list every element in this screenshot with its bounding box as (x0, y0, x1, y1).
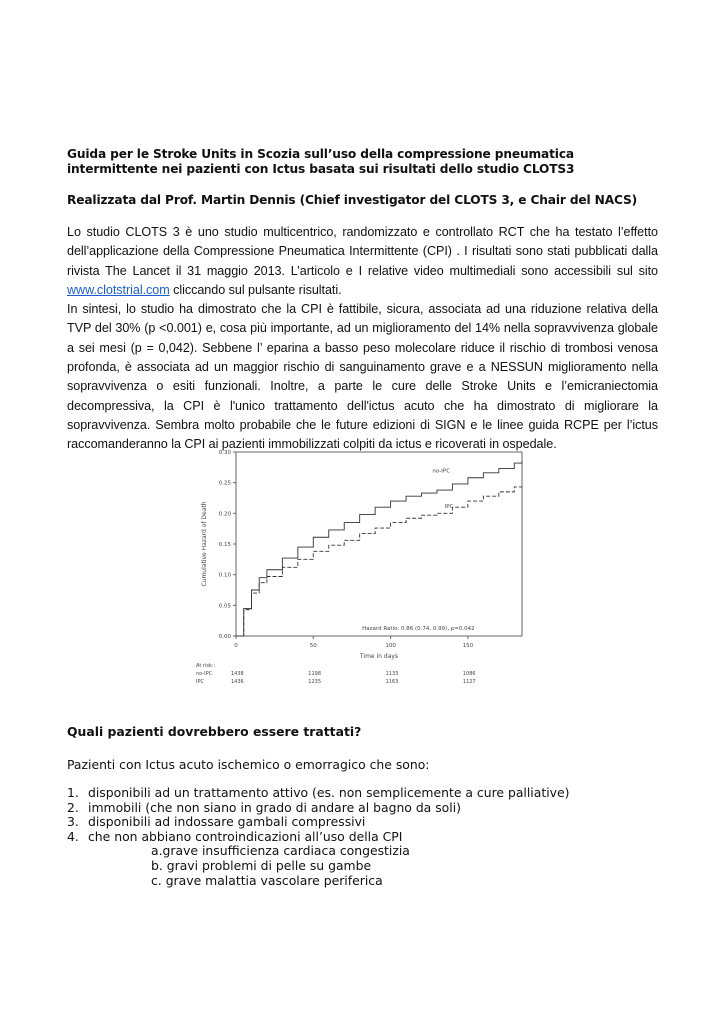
criteria-list (67, 786, 569, 888)
x-axis-label: Time in days (359, 653, 399, 660)
title-line-2: intermittente nei pazienti con Ictus basata sui risultati dello studio CLOTS3 (67, 162, 575, 176)
at-risk-value: 1133 (385, 671, 399, 677)
y-tick-label: 0.10 (218, 572, 231, 579)
criteria-item: 4. che non abbiano controindicazioni all’uso della CPI (67, 828, 403, 844)
section-heading: Quali pazienti dovrebbero essere trattati? (67, 724, 362, 739)
author-line: Realizzata dal Prof. Martin Dennis (Chief investigator del CLOTS 3, e Chair del NACS) (67, 193, 638, 207)
document-title (67, 147, 667, 177)
para1-text: Lo studio CLOTS 3 è uno studio multicentrico, randomizzato e controllato RCT che ha testato l’effetto dell’applicazione della Compressione Pneumatica Intermittente (CPI) . I risultati sono stati pubblicati dalla rivista The Lancet il 31 maggio 2013. L’articolo e I relative video multimediali sono accessibili sul sito (67, 225, 658, 278)
at-risk-value: 1086 (462, 671, 476, 677)
at-risk-group: no-IPC (196, 671, 213, 677)
chart-canvas (188, 442, 538, 692)
criteria-item: 3. disponibili ad indossare gambali compressivi (67, 814, 366, 830)
paragraph-1 (67, 223, 658, 300)
at-risk-value: 1198 (308, 671, 322, 677)
x-tick-label: 150 (462, 643, 474, 649)
at-risk-label: At risk:: (196, 663, 216, 669)
plot-frame (236, 452, 522, 636)
para1-tail: cliccando sul pulsante risultati. (169, 282, 342, 297)
y-tick-label: 0.30 (218, 450, 231, 456)
x-tick-label: 50 (309, 643, 317, 649)
series-label-no-ipc: no-IPC (432, 468, 451, 475)
contraindication-item: c. grave malattia vascolare periferica (151, 872, 383, 888)
criteria-item: 2. immobili (che non siano in grado di andare al bagno da soli) (67, 799, 461, 815)
x-tick-label: 0 (234, 643, 238, 649)
intro-text: Pazienti con Ictus acuto ischemico o emorragico che sono: (67, 757, 430, 772)
at-risk-value: 1163 (385, 679, 399, 685)
at-risk-value: 1127 (462, 679, 476, 685)
y-tick-label: 0.20 (218, 511, 231, 518)
hazard-ratio-annotation: Hazard Ratio: 0.86 (0.74, 0.99), p=0.042 (362, 625, 475, 632)
y-tick-label: 0.05 (218, 603, 231, 610)
series-label-ipc: IPC (444, 503, 454, 510)
y-axis-label: Cumulative Hazard of Death (201, 501, 208, 587)
criteria-item: 1. disponibili ad un trattamento attivo (es. non semplicemente a cure palliative) (67, 785, 570, 800)
at-risk-value: 1235 (308, 679, 322, 685)
contraindication-item: a.grave insufficienza cardiaca congestizia (151, 843, 410, 859)
at-risk-value: 1438 (231, 671, 244, 677)
body-text (67, 223, 658, 455)
series-no-ipc (236, 461, 522, 636)
x-tick-label: 100 (385, 643, 396, 649)
y-tick-label: 0.25 (218, 480, 231, 487)
clotstrial-link[interactable]: www.clotstrial.com (67, 282, 170, 297)
y-tick-label: 0.00 (218, 634, 231, 640)
contraindication-item: b. gravi problemi di pelle su gambe (151, 857, 372, 873)
y-tick-label: 0.15 (218, 542, 231, 548)
at-risk-value: 1436 (231, 679, 244, 685)
paragraph-2: In sintesi, lo studio ha dimostrato che la CPI è fattibile, sicura, associata ad una riduzione relativa della TVP del 30% (p <0.001) e, cosa più importante, ad un miglioramento del 14% nella sopravvivenza globale a sei mesi (p = 0,042). Sebbene l’ eparina a basso peso molecolare riduce il rischio di trombosi venosa profonda, è associata ad un maggior rischio di sanguinamento grave e a NESSUN miglioramento nella sopravvivenza o esiti funzionali. Inoltre, a parte le cure delle Stroke Units e l’emicraniectomia decompressiva, la CPI è l'unico trattamento dell'ictus acuto che ha dimostrato di migliorare la sopravvivenza. Sembra molto probabile che le future edizioni di SIGN e le linee guida RCPE per l’ictus raccomanderanno la CPI ai pazienti immobilizzati colpiti da ictus e ricoverati in ospedale. (67, 302, 658, 452)
at-risk-group: IPC (196, 679, 204, 685)
cumulative-hazard-chart (188, 442, 538, 692)
title-line-1: Guida per le Stroke Units in Scozia sull’uso della compressione pneumatica (67, 147, 574, 161)
